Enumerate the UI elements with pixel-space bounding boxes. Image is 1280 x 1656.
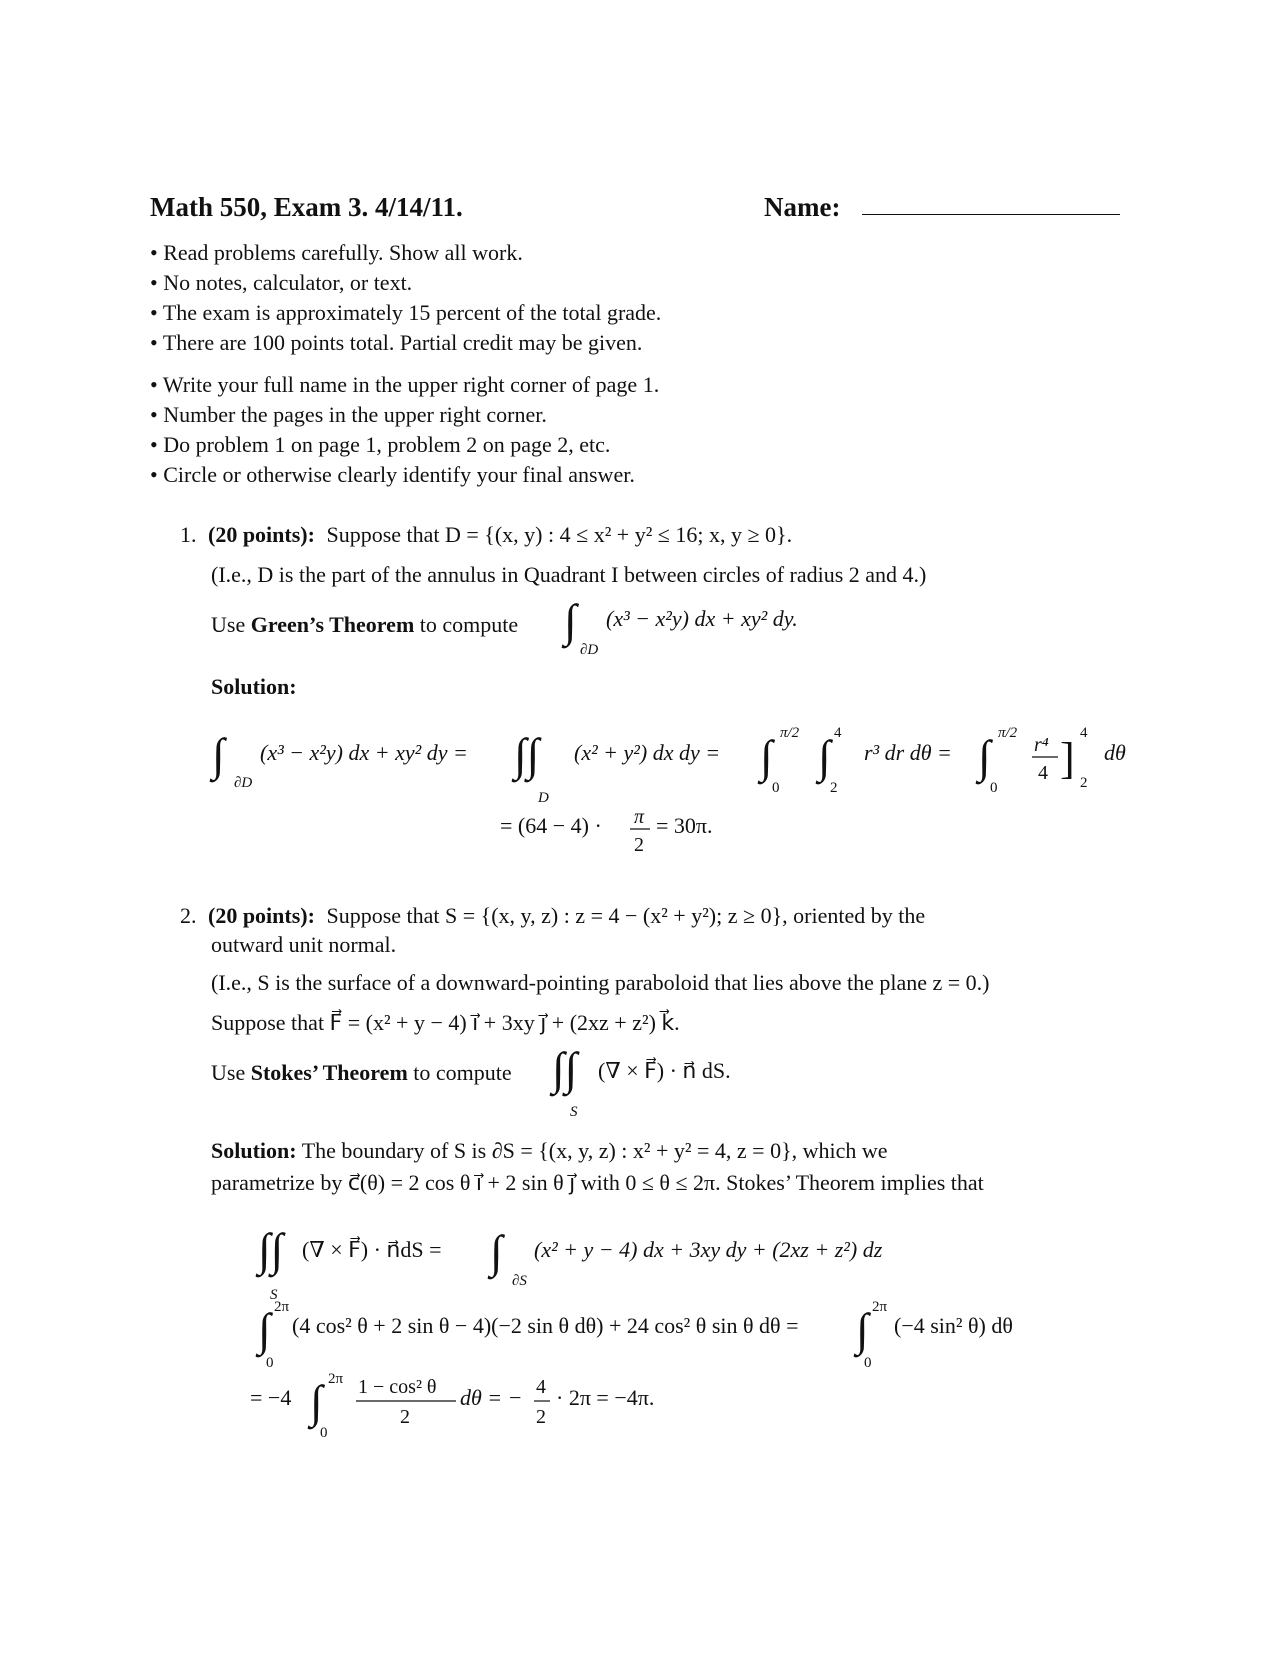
svg-text:∫: ∫ xyxy=(310,1376,323,1427)
svg-text:2π: 2π xyxy=(328,1371,344,1387)
integrand: (x³ − x²y) dx + xy² dy. xyxy=(606,606,798,631)
instruction-item: • Do problem 1 on page 1, problem 2 on page 2, etc. xyxy=(150,432,611,457)
svg-text:0: 0 xyxy=(320,1425,328,1441)
instruction-item: • Number the pages in the upper right corner. xyxy=(150,402,547,427)
svg-text:∫: ∫ xyxy=(818,731,831,782)
svg-text:S: S xyxy=(270,1287,278,1303)
problem-text: Suppose that D = {(x, y) : 4 ≤ x² + y² ≤ 16; x, y ≥ 0}. xyxy=(326,522,793,547)
svg-text:r⁴: r⁴ xyxy=(1034,734,1049,756)
problem-1-note: (I.e., D is the part of the annulus in Quadrant I between circles of radius 2 and 4.) xyxy=(211,562,927,587)
problem-1-task: Use Green’s Theorem to compute xyxy=(211,612,519,637)
svg-text:∫∫: ∫∫ xyxy=(514,729,540,780)
problem-points: (20 points): xyxy=(208,522,315,547)
svg-text:(x² + y − 4) dx + 3xy dy + (2x: (x² + y − 4) dx + 3xy dy + (2xz + z²) dz xyxy=(534,1237,883,1262)
svg-text:= 30π.: = 30π. xyxy=(656,813,713,838)
svg-text:4: 4 xyxy=(1080,725,1088,741)
svg-text:π/2: π/2 xyxy=(780,725,800,741)
svg-text:r³ dr dθ =: r³ dr dθ = xyxy=(864,740,952,765)
svg-text:dθ = −: dθ = − xyxy=(460,1385,523,1410)
exam-title: Math 550, Exam 3. 4/14/11. xyxy=(150,192,463,222)
svg-text:4: 4 xyxy=(536,1376,546,1398)
svg-text:= −4: = −4 xyxy=(250,1385,292,1410)
svg-text:· 2π = −4π.: · 2π = −4π. xyxy=(556,1385,655,1410)
svg-text:2: 2 xyxy=(830,780,838,796)
svg-text:= (64 − 4) ·: = (64 − 4) · xyxy=(500,813,602,838)
svg-text:(4 cos² θ + 2 sin θ − 4)(−2 si: (4 cos² θ + 2 sin θ − 4)(−2 sin θ dθ) + 24 cos² θ sin θ dθ = xyxy=(292,1313,799,1338)
svg-text:π/2: π/2 xyxy=(998,725,1018,741)
svg-text:∫: ∫ xyxy=(760,731,773,782)
problem-2-solution-text-cont: parametrize by c⃗(θ) = 2 cos θ i⃗ + 2 sin θ j⃗ with 0 ≤ θ ≤ 2π. Stokes’ Theorem implies that xyxy=(211,1170,984,1195)
instruction-item: • Read problems carefully. Show all work. xyxy=(150,240,523,265)
problem-2-statement xyxy=(180,903,1120,929)
problem-number: 1. xyxy=(180,522,197,547)
svg-text:1 − cos² θ: 1 − cos² θ xyxy=(358,1376,437,1398)
svg-text:D: D xyxy=(538,790,549,806)
theorem-name: Stokes’ Theorem xyxy=(250,1060,408,1085)
svg-text:π: π xyxy=(634,806,645,828)
svg-text:4: 4 xyxy=(1038,762,1048,784)
problem-1-solution-math xyxy=(200,715,1160,865)
svg-text:∫: ∫ xyxy=(856,1304,869,1355)
svg-text:∫: ∫ xyxy=(490,1226,503,1277)
svg-text:2: 2 xyxy=(400,1406,410,1428)
svg-text:0: 0 xyxy=(864,1355,872,1371)
svg-text:0: 0 xyxy=(990,780,998,796)
instruction-item: • No notes, calculator, or text. xyxy=(150,270,413,295)
svg-text:∂D: ∂D xyxy=(234,775,253,791)
svg-text:∫: ∫ xyxy=(258,1304,271,1355)
svg-text:(∇ × F⃗) · n⃗dS =: (∇ × F⃗) · n⃗dS = xyxy=(302,1237,442,1262)
svg-text:∂S: ∂S xyxy=(512,1273,527,1289)
theorem-name: Green’s Theorem xyxy=(250,612,415,637)
instruction-item: • Write your full name in the upper right corner of page 1. xyxy=(150,372,660,397)
svg-text:dθ: dθ xyxy=(1104,740,1126,765)
svg-text:2: 2 xyxy=(1080,775,1088,791)
problem-number: 2. xyxy=(180,903,197,928)
svg-text:0: 0 xyxy=(266,1355,274,1371)
integral-subscript: S xyxy=(570,1104,578,1120)
instruction-item: • The exam is approximately 15 percent of the total grade. xyxy=(150,300,662,325)
problem-1-integral xyxy=(560,592,880,662)
svg-text:∫: ∫ xyxy=(212,729,225,780)
svg-text:4: 4 xyxy=(834,725,842,741)
problem-points: (20 points): xyxy=(208,903,315,928)
problem-2-field: Suppose that F⃗ = (x² + y − 4) i⃗ + 3xy j⃗ + (2xz + z²) k⃗. xyxy=(211,1010,680,1035)
problem-2-integral xyxy=(548,1030,788,1120)
svg-text:∫: ∫ xyxy=(978,731,991,782)
instruction-item: • There are 100 points total. Partial credit may be given. xyxy=(150,330,643,355)
name-label: Name: xyxy=(764,192,841,222)
svg-text:]: ] xyxy=(1060,734,1075,783)
integral-subscript: ∂D xyxy=(580,642,599,658)
problem-text: Suppose that S = {(x, y, z) : z = 4 − (x² + y²); z ≥ 0}, oriented by the xyxy=(326,903,926,928)
name-blank-line xyxy=(862,214,1120,215)
svg-text:2: 2 xyxy=(536,1406,546,1428)
instructions-list-1 xyxy=(150,238,661,358)
instruction-item: • Circle or otherwise clearly identify your final answer. xyxy=(150,462,635,487)
integral-sign: ∫ xyxy=(564,595,577,646)
svg-text:(−4 sin² θ) dθ: (−4 sin² θ) dθ xyxy=(894,1313,1013,1338)
problem-2-note: (I.e., S is the surface of a downward-pointing paraboloid that lies above the plane z = 0.) xyxy=(211,970,990,995)
problem-2-statement-cont: outward unit normal. xyxy=(211,932,397,957)
solution-label: Solution: xyxy=(211,1138,297,1163)
integral-sign: ∫∫ xyxy=(552,1043,578,1094)
problem-2-task: Use Stokes’ Theorem to compute xyxy=(211,1060,512,1085)
svg-text:0: 0 xyxy=(772,780,780,796)
problem-2-solution-text: Solution: The boundary of S is ∂S = {(x, y, z) : x² + y² = 4, z = 0}, which we xyxy=(211,1138,888,1163)
instructions-list-2 xyxy=(150,370,659,490)
svg-text:2: 2 xyxy=(634,834,644,856)
svg-text:∫∫: ∫∫ xyxy=(258,1224,284,1275)
svg-text:(x² + y²) dx dy =: (x² + y²) dx dy = xyxy=(574,740,721,765)
problem-1-statement xyxy=(180,522,792,548)
svg-text:(x³ − x²y) dx + xy² dy =: (x³ − x²y) dx + xy² dy = xyxy=(260,740,468,765)
problem-1-solution-label: Solution: xyxy=(211,674,297,699)
integrand: (∇ × F⃗) · n⃗ dS. xyxy=(598,1058,731,1083)
svg-text:2π: 2π xyxy=(274,1299,290,1315)
problem-2-solution-math xyxy=(250,1215,1150,1455)
svg-text:2π: 2π xyxy=(872,1299,888,1315)
